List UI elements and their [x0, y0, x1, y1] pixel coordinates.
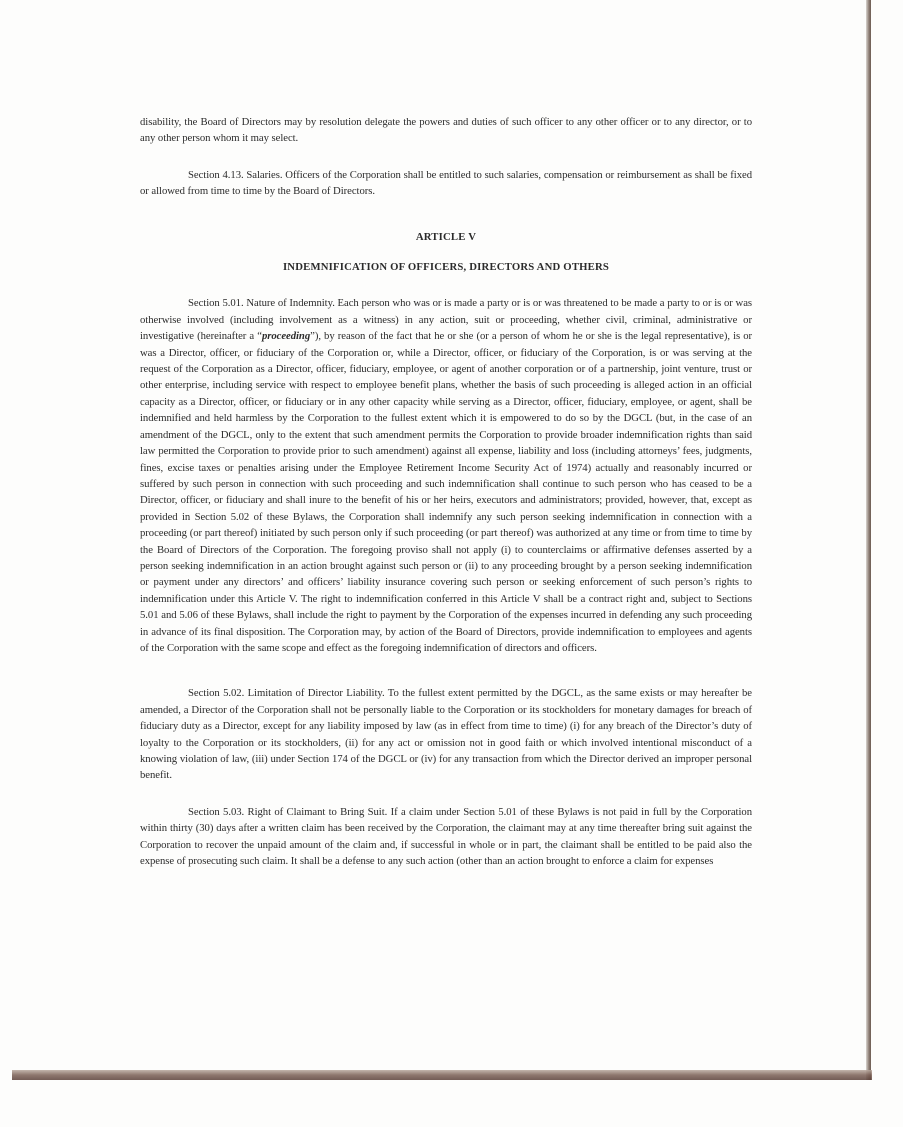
section-5-01-paragraph — [140, 295, 752, 656]
scan-edge-bottom — [12, 1070, 872, 1080]
spacer — [140, 784, 752, 804]
spacer — [140, 275, 752, 295]
section-5-03-paragraph: Section 5.03. Right of Claimant to Bring Suit. If a claim under Section 5.01 of these Bylaws is not paid in full by the Corporation within thirty (30) days after a written claim has been received by the Corporation, the claimant may at any time thereafter bring suit against the Corporation to recover the unpaid amount of the claim and, if successful in whole or in part, the claimant shall be entitled to be paid also the expense of prosecuting such claim. It shall be a defense to any such action (other than an action brought to enforce a claim for expenses — [140, 805, 752, 868]
spacer — [140, 656, 752, 685]
article-heading: ARTICLE V — [415, 230, 477, 243]
page-body — [140, 114, 752, 869]
scan-edge-right — [866, 0, 871, 1080]
section-5-01-text-a: Section 5.01. Nature of Indemnity. Each person who was or is made a party or is or was threatened to be made a party to or is or was otherwise involved (including involvement as a witness) in any action, suit or proceeding, whether civil, criminal, administrative or investigative (hereinafter a “ — [140, 297, 752, 343]
defined-term-proceeding: proceeding — [261, 330, 311, 343]
article-title: INDEMNIFICATION OF OFFICERS, DIRECTORS AND OTHERS — [282, 261, 610, 274]
section-5-02-paragraph: Section 5.02. Limitation of Director Liability. To the fullest extent permitted by the DGCL, as the same exists or may hereafter be amended, a Director of the Corporation shall not be personally liable to the Corporation or its stockholders for monetary damages for breach of fiduciary duty as a Director, except for any liability imposed by law (as in effect from time to time) (i) for any breach of the Director’s duty of loyalty to the Corporation or its stockholders, (ii) for any act or omission not in good faith or which involved intentional misconduct of a knowing violation of law, (iii) under Section 174 of the DGCL or (iv) for any transaction from which the Director derived an improper personal benefit. — [140, 687, 752, 782]
section-5-01-text-b: ”), by reason of the fact that he or she (or a person of whom he or she is the legal representative), is or was a Director, officer, or fiduciary of the Corporation or, while a Director, officer, or fiduciary of the Corporation, is or was serving at the request of the Corporation as a Director, officer, fiduciary, employee, or agent of another corporation or of a partnership, joint venture, trust or other enterprise, including service with respect to employee benefit plans, whether the basis of such proceeding is alleged action in an official capacity as a Director, officer, or fiduciary or in any other capacity while serving as a Director, officer, fiduciary, employee, or agent, shall be indemnified and held harmless by the Corporation to the fullest extent which it is empowered to do so by the DGCL (but, in the case of an amendment of the DGCL, only to the extent that such amendment permits the Corporation to provide broader indemnification rights than said law permitted the Corporation to provide prior to such amendment) against all expense, liability and loss (including attorneys’ fees, judgments, fines, excise taxes or penalties arising under the Employee Retirement Income Security Act of 1974) actually and reasonably incurred or suffered by such person in connection with such proceeding and such indemnification shall continue to such person who has ceased to be a Director, officer, or fiduciary and shall inure to the benefit of his or her heirs, executors and administrators; provided, however, that, except as provided in Section 5.02 of these Bylaws, the Corporation shall indemnify any such person seeking indemnification in connection with a proceeding (or part thereof) initiated by such person only if such proceeding (or part thereof) was authorized at any time or from time to time by the Board of Directors of the Corporation. The foregoing proviso shall not apply (i) to counterclaims or affirmative defenses asserted by a person seeking indemnification in an action brought against such person or (ii) to any proceeding brought by a person seeking indemnification or payment under any directors’ and officers’ liability insurance covering such person or seeking enforcement of such person’s rights to indemnification under this Article V. The right to indemnification conferred in this Article V shall be a contract right and, subject to Sections 5.01 and 5.06 of these Bylaws, shall include the right to payment by the Corporation of the expenses incurred in defending any such proceeding in advance of its final disposition. The Corporation may, by action of the Board of Directors, provide indemnification to employees and agents of the Corporation with the same scope and effect as the foregoing indemnification of directors and officers. — [140, 330, 753, 654]
spacer — [140, 147, 752, 167]
continued-paragraph: disability, the Board of Directors may by resolution delegate the powers and duties of such officer to any other officer or to any director, or to any other person whom it may select. — [140, 116, 752, 145]
section-4-13-paragraph: Section 4.13. Salaries. Officers of the Corporation shall be entitled to such salaries, compensation or reimbursement as shall be fixed or allowed from time to time by the Board of Directors. — [140, 168, 752, 198]
